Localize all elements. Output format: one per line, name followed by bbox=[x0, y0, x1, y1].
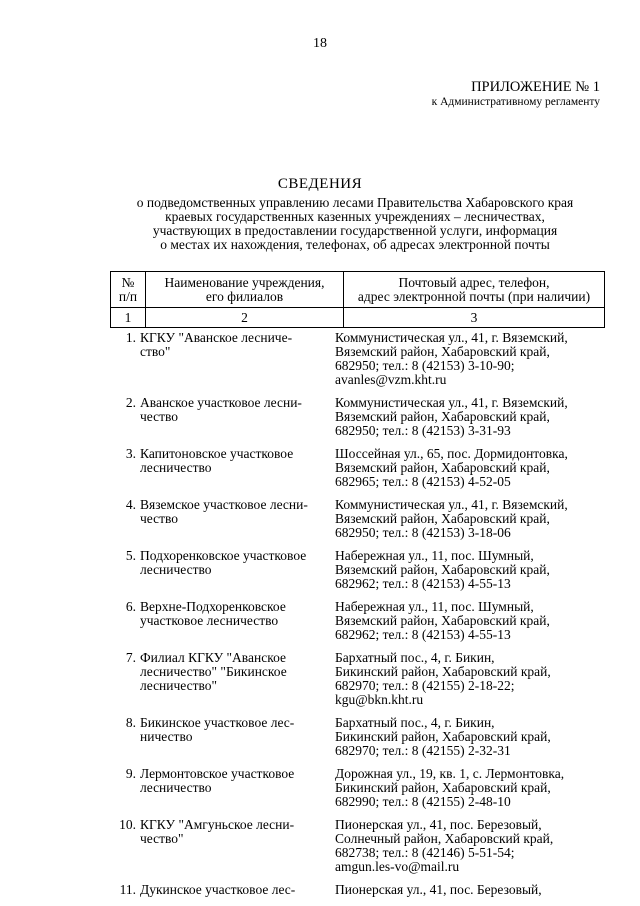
postal-address bbox=[333, 818, 610, 874]
address-line: Бархатный пос., 4, г. Бикин, bbox=[335, 650, 495, 665]
column-number: 3 bbox=[344, 308, 605, 328]
name-line: участковое лесничество bbox=[140, 613, 279, 628]
table-row bbox=[110, 447, 610, 489]
table-row bbox=[110, 883, 610, 897]
address-line: avanles@vzm.kht.ru bbox=[335, 372, 447, 387]
postal-address bbox=[333, 498, 610, 540]
address-line: Вяземский район, Хабаровский край, bbox=[335, 409, 550, 424]
name-line: лесничество bbox=[140, 780, 212, 795]
header-cell-number: № п/п bbox=[111, 272, 146, 308]
name-line: лесничество" "Бикинское bbox=[140, 664, 287, 679]
name-line: Верхне-Подхоренковское bbox=[140, 599, 286, 614]
address-line: amgun.les-vo@mail.ru bbox=[335, 859, 460, 874]
address-line: Вяземский район, Хабаровский край, bbox=[335, 344, 550, 359]
table-row bbox=[110, 600, 610, 642]
address-line: Вяземский район, Хабаровский край, bbox=[335, 562, 550, 577]
address-line: Набережная ул., 11, пос. Шумный, bbox=[335, 599, 534, 614]
name-line: Дукинское участковое лес- bbox=[140, 882, 296, 897]
row-number: 4. bbox=[125, 497, 136, 512]
subtitle-line: о местах их нахождения, телефонах, об адресах электронной почты bbox=[160, 237, 550, 252]
address-line: 682990; тел.: 8 (42155) 2-48-10 bbox=[335, 794, 511, 809]
postal-address bbox=[333, 716, 610, 758]
table-row bbox=[110, 818, 610, 874]
name-line: КГКУ "Аванское лесниче- bbox=[140, 330, 293, 345]
address-line: 682962; тел.: 8 (42153) 4-55-13 bbox=[335, 576, 511, 591]
institution-name bbox=[140, 716, 333, 758]
table-row bbox=[110, 549, 610, 591]
column-number: 2 bbox=[146, 308, 344, 328]
institution-name bbox=[140, 331, 333, 387]
address-line: Вяземский район, Хабаровский край, bbox=[335, 613, 550, 628]
address-line: Вяземский район, Хабаровский край, bbox=[335, 460, 550, 475]
name-line: Аванское участковое лесни- bbox=[140, 395, 302, 410]
name-line: чество" bbox=[140, 831, 184, 846]
address-line: Коммунистическая ул., 41, г. Вяземский, bbox=[335, 395, 568, 410]
column-number: 1 bbox=[111, 308, 146, 328]
address-line: Коммунистическая ул., 41, г. Вяземский, bbox=[335, 330, 568, 345]
institution-name bbox=[140, 447, 333, 489]
row-number: 6. bbox=[125, 599, 136, 614]
name-line: лесничество bbox=[140, 460, 212, 475]
name-line: лесничество" bbox=[140, 678, 218, 693]
name-line: Филиал КГКУ "Аванское bbox=[140, 650, 286, 665]
name-line: Вяземское участковое лесни- bbox=[140, 497, 308, 512]
subtitle-line: краевых государственных казенных учреждениях – лесничествах, bbox=[165, 209, 545, 224]
postal-address bbox=[333, 883, 610, 897]
document-heading: СВЕДЕНИЯ bbox=[277, 176, 363, 192]
address-line: Дорожная ул., 19, кв. 1, с. Лермонтовка, bbox=[335, 766, 565, 781]
address-line: Коммунистическая ул., 41, г. Вяземский, bbox=[335, 497, 568, 512]
institution-name bbox=[140, 549, 333, 591]
subtitle-line: о подведомственных управлению лесами Правительства Хабаровского края bbox=[136, 195, 574, 210]
row-number: 10. bbox=[119, 817, 136, 832]
address-line: Вяземский район, Хабаровский край, bbox=[335, 511, 550, 526]
postal-address bbox=[333, 600, 610, 642]
address-line: Пионерская ул., 41, пос. Березовый, bbox=[335, 882, 542, 897]
address-line: Бикинский район, Хабаровский край, bbox=[335, 729, 551, 744]
row-number: 7. bbox=[125, 650, 136, 665]
annex-subtitle: к Административному регламенту bbox=[431, 96, 600, 108]
name-line: КГКУ "Амгуньское лесни- bbox=[140, 817, 295, 832]
postal-address bbox=[333, 396, 610, 438]
name-line: Лермонтовское участковое bbox=[140, 766, 295, 781]
table-header bbox=[110, 271, 605, 328]
column-number-row bbox=[111, 308, 605, 328]
institution-name bbox=[140, 651, 333, 707]
name-line: ничество bbox=[140, 729, 193, 744]
table-row bbox=[110, 498, 610, 540]
row-number: 1. bbox=[125, 330, 136, 345]
address-line: kgu@bkn.kht.ru bbox=[335, 692, 424, 707]
address-line: 682738; тел.: 8 (42146) 5-51-54; bbox=[335, 845, 515, 860]
name-line: лесничество bbox=[140, 562, 212, 577]
table-row bbox=[110, 396, 610, 438]
address-line: 682970; тел.: 8 (42155) 2-32-31 bbox=[335, 743, 511, 758]
postal-address bbox=[333, 651, 610, 707]
table-row bbox=[110, 651, 610, 707]
address-line: Пионерская ул., 41, пос. Березовый, bbox=[335, 817, 542, 832]
institution-name bbox=[140, 883, 333, 897]
page-number: 18 bbox=[313, 36, 327, 51]
row-number: 3. bbox=[125, 446, 136, 461]
postal-address bbox=[333, 331, 610, 387]
name-line: чество bbox=[140, 511, 179, 526]
header-row bbox=[111, 272, 605, 308]
postal-address bbox=[333, 447, 610, 489]
name-line: чество bbox=[140, 409, 179, 424]
table-row bbox=[110, 331, 610, 387]
name-line: Бикинское участковое лес- bbox=[140, 715, 295, 730]
address-line: 682950; тел.: 8 (42153) 3-31-93 bbox=[335, 423, 511, 438]
subtitle-line: участвующих в предоставлении государственной услуги, информация bbox=[152, 223, 558, 238]
address-line: Бархатный пос., 4, г. Бикин, bbox=[335, 715, 495, 730]
table-row bbox=[110, 767, 610, 809]
row-number: 8. bbox=[125, 715, 136, 730]
name-line: Подхоренковское участковое bbox=[140, 548, 307, 563]
table-body bbox=[110, 331, 610, 906]
header-cell-address: Почтовый адрес, телефон, адрес электронной почты (при наличии) bbox=[344, 272, 605, 308]
row-number: 9. bbox=[125, 766, 136, 781]
row-number: 5. bbox=[125, 548, 136, 563]
address-line: Бикинский район, Хабаровский край, bbox=[335, 780, 551, 795]
institution-name bbox=[140, 396, 333, 438]
address-line: 682950; тел.: 8 (42153) 3-18-06 bbox=[335, 525, 511, 540]
institution-name bbox=[140, 767, 333, 809]
address-line: 682950; тел.: 8 (42153) 3-10-90; bbox=[335, 358, 515, 373]
name-line: Капитоновское участковое bbox=[140, 446, 294, 461]
name-line: ство" bbox=[140, 344, 171, 359]
table-row bbox=[110, 716, 610, 758]
postal-address bbox=[333, 767, 610, 809]
postal-address bbox=[333, 549, 610, 591]
address-line: Солнечный район, Хабаровский край, bbox=[335, 831, 554, 846]
row-number: 2. bbox=[125, 395, 136, 410]
address-line: Шоссейная ул., 65, пос. Дормидонтовка, bbox=[335, 446, 568, 461]
header-cell-name: Наименование учреждения, его филиалов bbox=[146, 272, 344, 308]
document-subtitle bbox=[95, 196, 615, 252]
address-line: Набережная ул., 11, пос. Шумный, bbox=[335, 548, 534, 563]
institution-name bbox=[140, 600, 333, 642]
address-line: 682965; тел.: 8 (42153) 4-52-05 bbox=[335, 474, 511, 489]
row-number: 11. bbox=[119, 882, 136, 897]
annex-title: ПРИЛОЖЕНИЕ № 1 bbox=[471, 79, 600, 95]
institution-name bbox=[140, 818, 333, 874]
address-line: 682962; тел.: 8 (42153) 4-55-13 bbox=[335, 627, 511, 642]
address-line: Бикинский район, Хабаровский край, bbox=[335, 664, 551, 679]
institution-name bbox=[140, 498, 333, 540]
address-line: 682970; тел.: 8 (42155) 2-18-22; bbox=[335, 678, 515, 693]
